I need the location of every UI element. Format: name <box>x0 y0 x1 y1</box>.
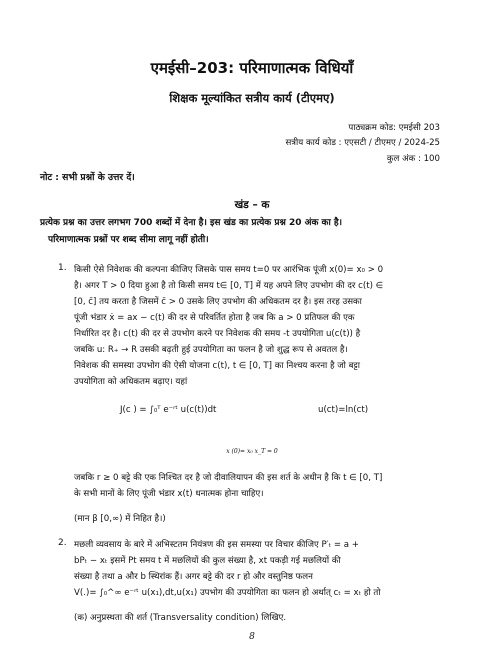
q1-line: जबकि u: R₊ → R उसकी बढ़ती हुई उपयोगिता का फलन है जो शुद्ध रूप से अवतल है। <box>74 345 348 355</box>
instruction-line: प्रत्येक प्रश्न का उत्तर लगभग 700 शब्दों में देना है। इस खंड का प्रत्येक प्रश्न 20 अंक का है। <box>40 218 343 228</box>
q1-line: निर्धारित दर है। c(t) की दर से उपभोग करने पर निवेशक की समय -t उपयोगिता u(c(t)) है <box>74 329 361 339</box>
course-code: पाठ्यक्रम कोड: एमईसी 203 <box>348 123 440 133</box>
utility-definition: u(ct)=ln(ct) <box>318 405 369 415</box>
beta-note: (मान β [0,∞) में निहित है।) <box>74 514 166 524</box>
q1-condition-line: जबकि r ≥ 0 बट्टे की एक निश्चित दर है जो दीवालियापन की इस शर्त के अधीन है कि t ∈ [0, T] <box>74 473 383 483</box>
page-title: एमईसी–203: परिमाणात्मक विधियाँ <box>150 59 354 77</box>
q1-line: उपयोगिता को अधिकतम बढ़ाए। यहां <box>74 377 188 387</box>
boundary-condition: x (0)= x₀ x_T = 0 <box>226 448 278 455</box>
q2-line: संख्या है तथा a और b स्थिरांक हैं। अगर बट्टे की दर r हो और वस्तुनिष्ठ फलन <box>74 572 313 582</box>
objective-function: J(c ) = ∫₀ᵀ e⁻ʳᵗ u(c(t))dt <box>120 405 217 415</box>
q2-part-a: (क) अनुप्रस्थता की शर्त (Transversality condition) लिखिए. <box>74 613 287 623</box>
page-subtitle: शिक्षक मूल्यांकित सत्रीय कार्य (टीएमए) <box>169 91 335 105</box>
q1-line: है। अगर T > 0 दिया हुआ है तो किसी समय t∈ [0, T] में यह अपने लिए उपभोग की दर c(t) ∈ <box>74 281 384 291</box>
q1-line: निवेशक की समस्या उपभोग की ऐसी योजना c(t), t ∈ [0, T] का निश्चय करना है जो बट्टा <box>74 361 360 371</box>
note: नोट : सभी प्रश्नों के उत्तर दें। <box>40 172 135 183</box>
assignment-code: सत्रीय कार्य कोड : एएसटी / टीएमए / 2024-25 <box>285 138 440 148</box>
q2-line: V(.)= ∫₀^∞ e⁻ʳᵗ u(x₁),dt,u(x₁) उपभोग की उपयोगिता का फलन हो अर्थात् cₜ = xₜ हो तो <box>74 588 381 598</box>
q1-line: किसी ऐसे निवेशक की कल्पना कीजिए जिसके पास समय t=0 पर आरंभिक पूंजी x(0)= x₀ > 0 <box>74 265 384 275</box>
q2-line: मछली व्यवसाय के बारे में अभिस्टतम नियंत्रण की इस समस्या पर विचार कीजिए P′ₜ = a + <box>74 540 359 550</box>
page-number: 8 <box>249 632 255 642</box>
question-number: 2. <box>58 538 67 548</box>
question-number: 1. <box>58 263 67 273</box>
instruction-line: परिमाणात्मक प्रश्नों पर शब्द सीमा लागू नहीं होती। <box>48 235 209 245</box>
q2-line: bPₜ − xₜ इसमें Pt समय t में मछलियों की कुल संख्या है, xt पकड़ी गई मछलियों की <box>74 556 341 566</box>
section-heading: खंड – क <box>234 199 270 211</box>
max-marks: कुल अंक : 100 <box>386 154 440 164</box>
q1-line: [0, c̄] तय करता है जिसमें c̄ > 0 उसके लिए उपभोग की अधिकतम दर है। इस तरह उसका <box>74 297 362 307</box>
q1-line: पूंजी भंडार ẋ = ax − c(t) की दर से परिवर्तित होता है जब कि a > 0 प्रतिफल की एक <box>74 313 355 323</box>
q1-condition-line: के सभी मानों के लिए पूंजी भंडार x(t) धनात्मक होना चाहिए। <box>74 489 264 499</box>
